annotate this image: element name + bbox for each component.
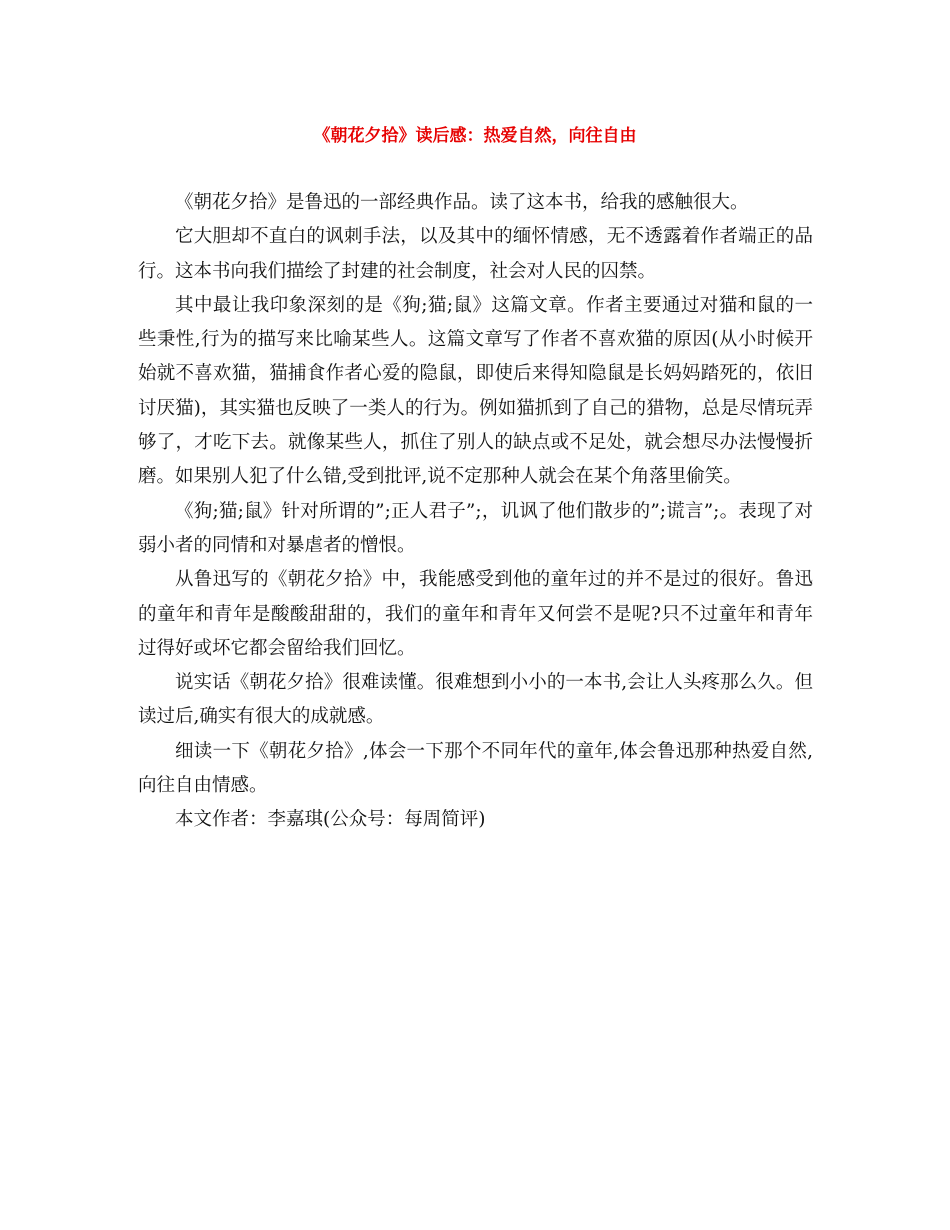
document-title: 《朝花夕拾》读后感：热爱自然，向往自由 — [313, 126, 637, 146]
document-body — [138, 186, 813, 838]
paragraph-intro: 《朝花夕拾》是鲁迅的一部经典作品。读了这本书，给我的感触很大。 — [175, 192, 749, 213]
paragraph-difficulty: 说实话《朝花夕拾》很难读懂。很难想到小小的一本书,会让人头疼那么久。但读过后,确实有很大的成就感。 — [138, 672, 813, 728]
paragraph-style: 它大胆却不直白的讽刺手法，以及其中的缅怀情感，无不透露着作者端正的品行。这本书向我们描绘了封建的社会制度，社会对人民的囚禁。 — [138, 226, 813, 282]
paragraph-author: 本文作者：李嘉琪(公众号：每周简评) — [175, 809, 486, 831]
paragraph-conclusion: 细读一下《朝花夕拾》,体会一下那个不同年代的童年,体会鲁迅那种热爱自然,向往自由情感。 — [138, 740, 813, 797]
paragraph-childhood: 从鲁迅写的《朝花夕拾》中，我能感受到他的童年过的并不是过的很好。鲁迅的童年和青年是酸酸甜甜的，我们的童年和青年又何尝不是呢?只不过童年和青年过得好或坏它都会留给我们回忆。 — [138, 569, 813, 659]
paragraph-dog-cat-mouse: 其中最让我印象深刻的是《狗;猫;鼠》这篇文章。作者主要通过对猫和鼠的一些秉性,行为的描写来比喻某些人。这篇文章写了作者不喜欢猫的原因(从小时候开始就不喜欢猫，猫捕食作者心爱的隐鼠，即使后来得知隐鼠是长妈妈踏死的，依旧讨厌猫)，其实猫也反映了一类人的行为。例如猫抓到了自己的猎物，总是尽情玩弄够了，才吃下去。就像某些人，抓住了别人的缺点或不足处，就会想尽办法慢慢折磨。如果别人犯了什么错,受到批评,说不定那种人就会在某个角落里偷笑。 — [138, 294, 813, 488]
paragraph-satire: 《狗;猫;鼠》针对所谓的”;正人君子”;，讥讽了他们散步的”;谎言”;。表现了对弱小者的同情和对暴虐者的憎恨。 — [138, 500, 813, 556]
